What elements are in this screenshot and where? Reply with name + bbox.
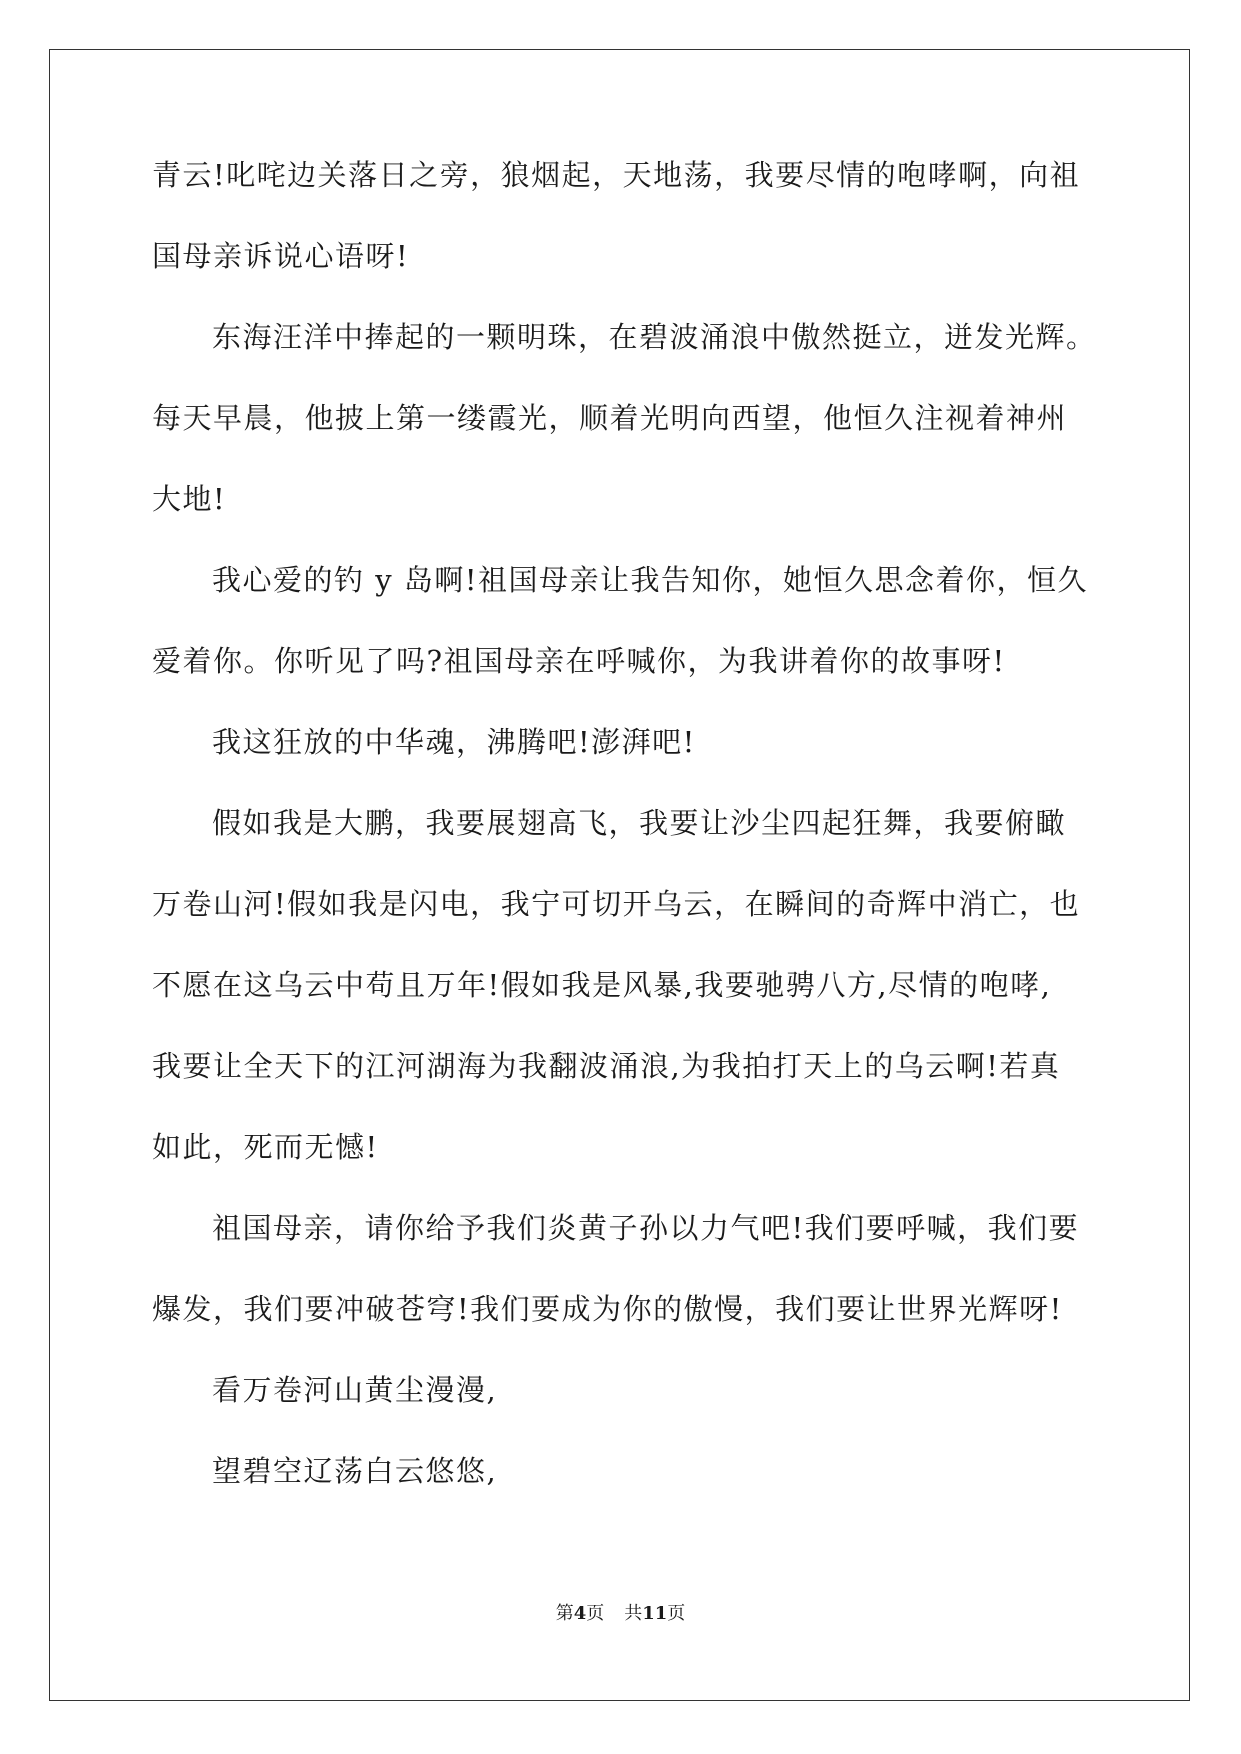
text-line: 大地!	[152, 482, 227, 516]
text-line: 青云!叱咤边关落日之旁，狼烟起，天地荡，我要尽情的咆哮啊，向祖	[152, 158, 1081, 192]
text-line: 每天早晨，他披上第一缕霞光，顺着光明向西望，他恒久注视着神州	[152, 401, 1068, 435]
page-footer	[0, 1602, 1241, 1626]
text-line: 爱着你。你听见了吗?祖国母亲在呼喊你，为我讲着你的故事呀!	[152, 644, 1006, 678]
page-suffix: 页	[586, 1603, 605, 1624]
text-line: 祖国母亲，请你给予我们炎黄子孙以力气吧!我们要呼喊，我们要	[212, 1211, 1080, 1245]
text-line: 东海汪洋中捧起的一颗明珠，在碧波涌浪中傲然挺立，迸发光辉。	[212, 320, 1097, 354]
total-prefix: 共	[624, 1603, 643, 1624]
text-line: 爆发，我们要冲破苍穹!我们要成为你的傲慢，我们要让世界光辉呀!	[152, 1292, 1063, 1326]
text-line: 假如我是大鹏，我要展翅高飞，我要让沙尘四起狂舞，我要俯瞰	[212, 806, 1067, 840]
text-line: 我要让全天下的江河湖海为我翻波涌浪,为我拍打天上的乌云啊!若真	[152, 1049, 1061, 1083]
text-line: 如此，死而无憾!	[152, 1130, 379, 1164]
text-line: 我心爱的钓 y 岛啊!祖国母亲让我告知你，她恒久思念着你，恒久	[212, 563, 1088, 597]
text-line: 看万卷河山黄尘漫漫,	[212, 1373, 498, 1407]
text-line: 我这狂放的中华魂，沸腾吧!澎湃吧!	[212, 725, 696, 759]
text-line: 不愿在这乌云中苟且万年!假如我是风暴,我要驰骋八方,尽情的咆哮,	[152, 968, 1052, 1002]
page-prefix: 第	[555, 1603, 574, 1624]
text-line: 万卷山河!假如我是闪电，我宁可切开乌云，在瞬间的奇辉中消亡，也	[152, 887, 1081, 921]
page-number: 4	[573, 1603, 587, 1624]
total-suffix: 页	[667, 1603, 686, 1624]
text-line: 国母亲诉说心语呀!	[152, 239, 410, 273]
text-line: 望碧空辽荡白云悠悠,	[212, 1454, 498, 1488]
total-pages: 11	[642, 1603, 668, 1624]
